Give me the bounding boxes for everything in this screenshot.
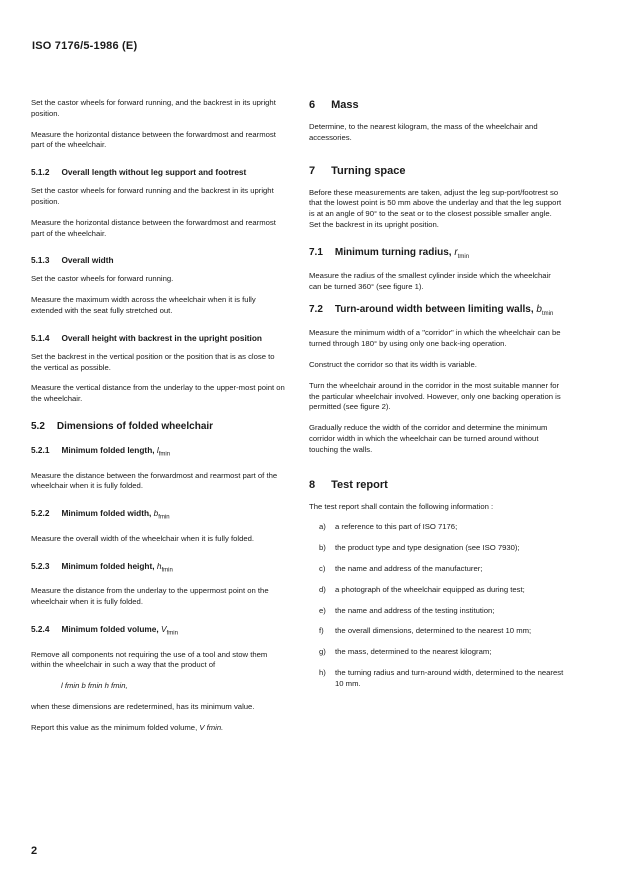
paragraph: Set the castor wheels for forward running. xyxy=(31,274,174,284)
section-heading-5-1-3: 5.1.3 Overall width xyxy=(31,255,114,266)
list-item: c) the name and address of the manufacturer; xyxy=(319,563,483,573)
paragraph: Measure the distance between the forwardmost and rearmost part of the wheelchair when it is fully folded. xyxy=(31,470,278,491)
right-column xyxy=(309,98,565,690)
paragraph: Gradually reduce the width of the corridor and determine the minimum corridor width in which the wheelchair can be turned around without touching the walls. xyxy=(309,423,548,454)
paragraph: Determine, to the nearest kilogram, the mass of the wheelchair and accessories. xyxy=(309,122,538,142)
paragraph: Measure the horizontal distance between the forwardmost and rearmost part of the wheelchair. xyxy=(31,217,276,238)
paragraph: Measure the horizontal distance between the forwardmost and rearmost part of the wheelchair. xyxy=(31,129,276,150)
paragraph: Measure the distance from the underlay to the uppermost point on the wheelchair when it is fully folded. xyxy=(31,586,269,607)
paragraph: Set the backrest in the vertical position or the position that is as close to the vertical as possible. xyxy=(31,351,275,372)
list-item: f) the overall dimensions, determined to the nearest 10 mm; xyxy=(319,626,532,636)
section-heading-8: 8 Test report xyxy=(309,478,388,491)
left-column xyxy=(31,98,285,734)
list-item: h) the turning radius and turn-around width, determined to the nearest 10 mm. xyxy=(319,667,564,688)
paragraph: Measure the minimum width of a "corridor" in which the wheelchair can be turned through 180° by using only one back-ing operation. xyxy=(309,328,561,349)
paragraph: Remove all components not requiring the use of a tool and stow them within the wheelchair in such a way that the product of xyxy=(31,649,268,670)
section-heading-5-2-1: 5.2.1 Minimum folded length, $l_{fmin}$ xyxy=(31,444,171,458)
section-heading-5-1-2: 5.1.2 Overall length without leg support and footrest xyxy=(31,167,247,178)
test-report-list xyxy=(309,522,565,689)
list-item: e) the name and address of the testing institution; xyxy=(319,605,495,615)
section-heading-5-2: 5.2 Dimensions of folded wheelchair xyxy=(31,420,214,432)
paragraph: Set the castor wheels for forward running, and the backrest in its upright position. xyxy=(31,98,276,118)
paragraph: when these dimensions are redetermined, has its minimum value. xyxy=(31,701,255,711)
list-item: b) the product type and type designation (see ISO 7930); xyxy=(319,543,520,553)
paragraph: The test report shall contain the following information : xyxy=(309,501,494,511)
section-heading-7: 7 Turning space xyxy=(309,164,406,177)
formula: l fmin b fmin h fmin, xyxy=(61,681,128,691)
section-heading-5-2-3: 5.2.3 Minimum folded height, $h_{fmin}$ xyxy=(31,560,173,574)
section-heading-5-1-4: 5.1.4 Overall height with backrest in the upright position xyxy=(31,332,262,343)
paragraph: Before these measurements are taken, adjust the leg sup-port/footrest so that the lowest point is 50 mm above the underlay and that the leg support is at an angle of 90° to the seat or to the closest possible smaller angle. Set the backrest in its upright position. xyxy=(309,187,562,229)
list-item: a) a reference to this part of ISO 7176; xyxy=(319,522,458,532)
page-header: ISO 7176/5-1986 (E) xyxy=(32,40,138,52)
list-item: d) a photograph of the wheelchair equipped as during test; xyxy=(319,584,525,594)
section-heading-6: 6 Mass xyxy=(309,99,359,111)
section-heading-7-2: 7.2 Turn-around width between limiting walls, $b_{tmin}$ xyxy=(309,304,554,318)
paragraph: Measure the overall width of the wheelchair when it is fully folded. xyxy=(31,533,255,543)
page-number: 2 xyxy=(31,845,38,857)
paragraph: Report this value as the minimum folded volume, V fmin. xyxy=(31,722,224,732)
paragraph: Turn the wheelchair around in the corridor in the most suitable manner for the particular wheelchair involved. However, only one backing operation is permitted (see figure 2). xyxy=(309,380,561,412)
paragraph: Set the castor wheels for forward running and the backrest in its upright position. xyxy=(31,186,274,206)
paragraph: Measure the radius of the smallest cylinder inside which the wheelchair can be turned 360° (see figure 1). xyxy=(309,270,551,291)
paragraph: Construct the corridor so that its width is variable. xyxy=(309,359,477,369)
section-heading-7-1: 7.1 Minimum turning radius, $r_{tmin}$ xyxy=(309,246,470,260)
paragraph: Measure the maximum width across the wheelchair when it is fully extended with the seat fully stretched out. xyxy=(31,295,256,315)
section-heading-5-2-4: 5.2.4 Minimum folded volume, $V_{fmin}$ xyxy=(31,623,178,637)
list-item: g) the mass, determined to the nearest kilogram; xyxy=(319,647,492,657)
section-heading-5-2-2: 5.2.2 Minimum folded width, $b_{fmin}$ xyxy=(31,508,170,521)
paragraph: Measure the vertical distance from the underlay to the upper-most point on the wheelchair. xyxy=(31,383,285,404)
